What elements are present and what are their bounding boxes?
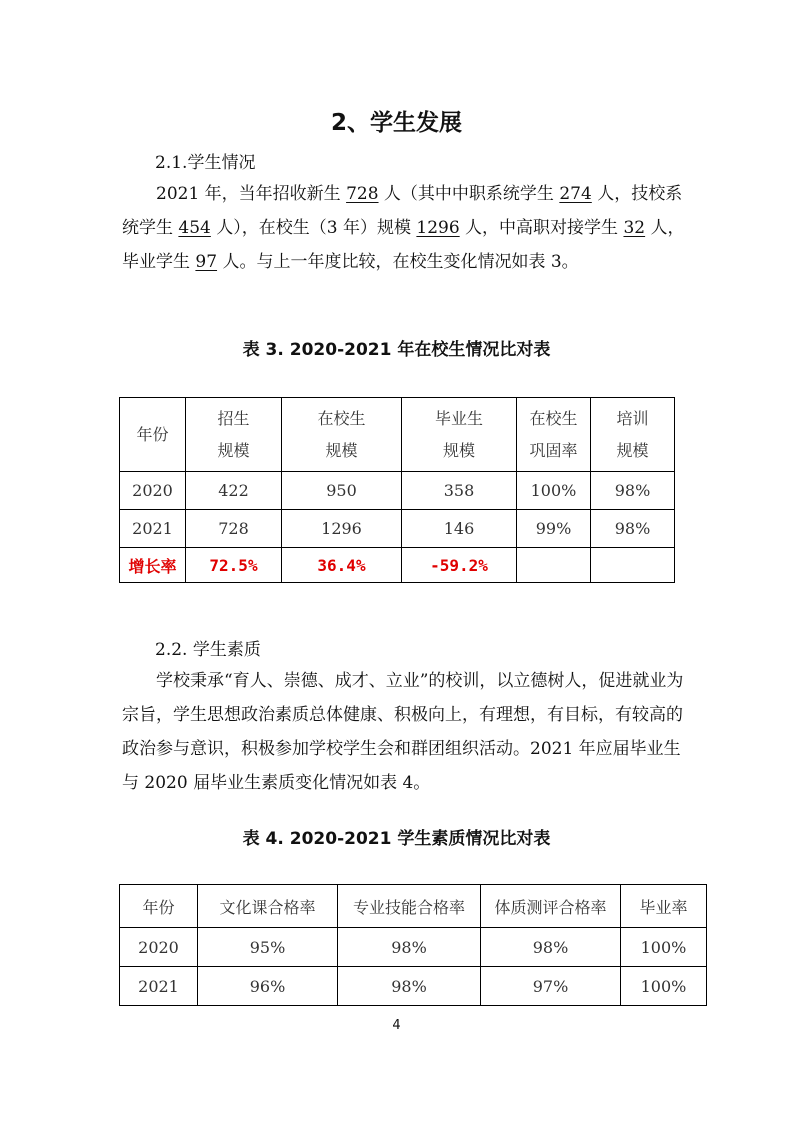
table4-header-row	[120, 885, 707, 928]
table3-header-cell: 在校生 巩固率	[517, 398, 591, 472]
table3-caption: 表 3. 2020-2021 年在校生情况比对表	[242, 340, 551, 360]
table-cell: 97%	[481, 967, 621, 1006]
student-quality-paragraph: 学校秉承“育人、崇德、成才、立业”的校训，以立德树人，促进就业为宗旨，学生思想政治素质总体健康、积极向上，有理想，有目标，有较高的政治参与意识，积极参加学校学生会和群团组织活动。2021 年应届毕业生与 2020 届毕业生素质变化情况如表 4。	[122, 671, 684, 793]
table-cell: 98%	[481, 928, 621, 967]
table-cell: 2020	[120, 928, 198, 967]
table-cell: 增长率	[120, 548, 186, 583]
table-cell: 100%	[517, 472, 591, 510]
table4-header-cell: 毕业率	[621, 885, 707, 928]
table-cell: 950	[282, 472, 402, 510]
table3-header-cell: 在校生 规模	[282, 398, 402, 472]
table-cell: 146	[402, 510, 517, 548]
table-cell: 96%	[198, 967, 338, 1006]
table-cell	[517, 548, 591, 583]
table4-header-cell: 文化课合格率	[198, 885, 338, 928]
table-cell: 728	[186, 510, 282, 548]
table-cell	[591, 548, 675, 583]
table-cell: 72.5%	[186, 548, 282, 583]
table-cell: 422	[186, 472, 282, 510]
table-cell: 2020	[120, 472, 186, 510]
table-row	[120, 967, 707, 1006]
student-status-paragraph: 2021 年，当年招收新生 728 人（其中中职系统学生 274 人，技校系统学生 454 人），在校生（3 年）规模 1296 人，中高职对接学生 32 人，毕业学生 97 人。与上一年度比较，在校生变化情况如表 3。	[122, 184, 685, 272]
table-cell: 98%	[591, 510, 675, 548]
table4-quality-comparison	[119, 884, 707, 1006]
table4-header-cell: 体质测评合格率	[481, 885, 621, 928]
table-cell: 99%	[517, 510, 591, 548]
table-cell: 98%	[591, 472, 675, 510]
table-cell: 100%	[621, 928, 707, 967]
table-row	[120, 510, 675, 548]
table4-header-cell: 专业技能合格率	[338, 885, 481, 928]
table4-header-cell: 年份	[120, 885, 198, 928]
table-cell: 358	[402, 472, 517, 510]
table3-enrollment-comparison	[119, 397, 675, 583]
table-row	[120, 472, 675, 510]
table-cell: 98%	[338, 967, 481, 1006]
table-cell: 100%	[621, 967, 707, 1006]
section-title: 2、学生发展	[330, 110, 462, 136]
table3-header-cell: 年份	[120, 398, 186, 472]
table-row	[120, 928, 707, 967]
table-cell: 2021	[120, 967, 198, 1006]
table3-header-cell: 招生 规模	[186, 398, 282, 472]
table-cell: -59.2%	[402, 548, 517, 583]
table-cell: 1296	[282, 510, 402, 548]
table3-header-cell: 毕业生 规模	[402, 398, 517, 472]
table3-header-row	[120, 398, 675, 472]
page-number: 4	[392, 1018, 401, 1033]
subsection-heading-student-status: 2.1.学生情况	[155, 153, 256, 173]
table3-header-cell: 培训 规模	[591, 398, 675, 472]
table-cell: 36.4%	[282, 548, 402, 583]
table-cell: 95%	[198, 928, 338, 967]
table4-caption: 表 4. 2020-2021 学生素质情况比对表	[242, 829, 551, 849]
subsection-heading-student-quality: 2.2. 学生素质	[155, 640, 261, 660]
table-cell: 2021	[120, 510, 186, 548]
table3-growth-rate-row	[120, 548, 675, 583]
table-cell: 98%	[338, 928, 481, 967]
